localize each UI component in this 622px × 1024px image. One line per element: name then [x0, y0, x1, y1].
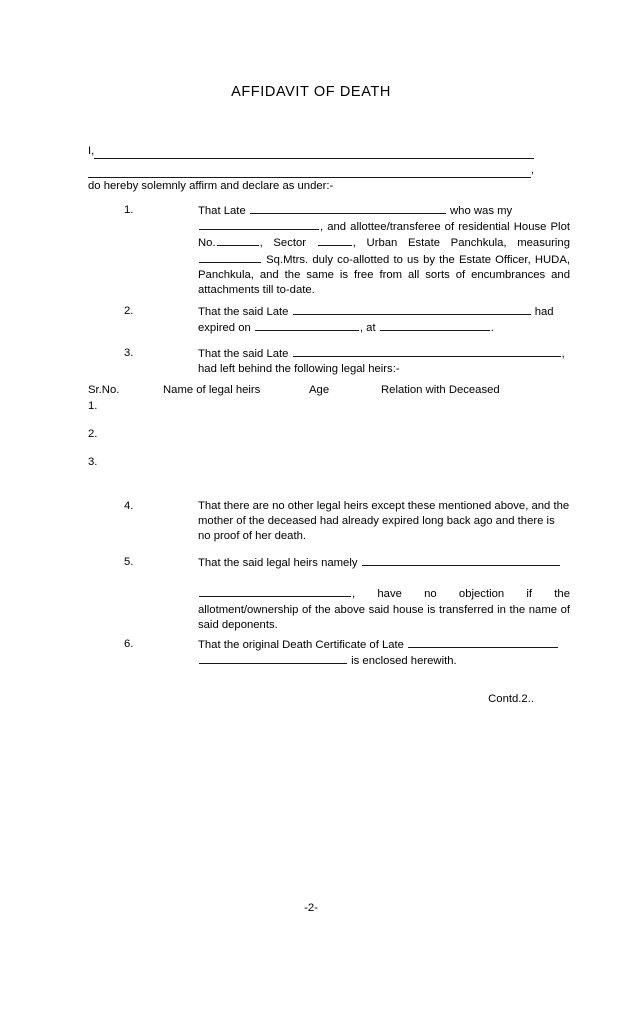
- clause-5-body: [198, 555, 570, 633]
- clause-2-seg2: had expired on: [198, 306, 554, 335]
- clause-2-seg3: , at: [359, 322, 379, 335]
- clause-1: [124, 203, 570, 298]
- clause-2-body: [198, 304, 570, 336]
- preamble-name-line-1: [88, 144, 534, 159]
- clause-4-number: 4.: [124, 500, 134, 512]
- legal-heirs-table: [88, 384, 534, 484]
- clause-1-blank-deceased-name[interactable]: [250, 203, 446, 214]
- clause-6-blank-certificate-name-2[interactable]: [199, 653, 347, 664]
- page-title: AFFIDAVIT OF DEATH: [231, 84, 391, 100]
- preamble-line2-trailing-comma: ,: [530, 163, 534, 176]
- table-row-sr-no: 2.: [88, 428, 98, 440]
- clause-3-body: [198, 346, 570, 377]
- clause-5-number: 5.: [124, 556, 134, 568]
- clause-1-seg5: , Urban Estate Panchkula, measuring: [352, 237, 570, 250]
- column-header-name: Name of legal heirs: [163, 384, 261, 396]
- clause-2: [124, 304, 554, 336]
- clause-3-seg2: , had left behind the following legal heirs:-: [198, 348, 565, 376]
- clause-2-number: 2.: [124, 305, 134, 317]
- clause-1-seg6: Sq.Mtrs. duly co-allotted to us by the Estate Officer, HUDA, Panchkula, and the same is free from all sorts of encumbrances and attachments till to-date.: [198, 253, 570, 296]
- clause-6-number: 6.: [124, 638, 134, 650]
- clause-2-blank-place[interactable]: [380, 320, 490, 331]
- table-row[interactable]: [88, 456, 534, 484]
- clause-3-seg1: That the said Late: [198, 348, 292, 360]
- clause-1-blank-sector[interactable]: [318, 235, 352, 246]
- clause-5-blank-heirs-1[interactable]: [362, 555, 560, 566]
- clause-4: [124, 499, 570, 545]
- clause-5-seg2: , have no objection if the allotment/ownership of the above said house is transferred in the name of said deponents.: [198, 588, 570, 631]
- preamble-declaration: do hereby solemnly affirm and declare as under:-: [88, 179, 334, 192]
- clause-1-seg1: That Late: [198, 205, 249, 217]
- clause-5: [124, 555, 570, 633]
- column-header-age: Age: [309, 384, 330, 396]
- clause-1-seg4: , Sector: [259, 237, 317, 250]
- preamble-blank-line-1[interactable]: [94, 147, 534, 159]
- clause-6-seg1: That the original Death Certificate of Late: [198, 639, 408, 651]
- clause-2-seg1: That the said Late: [198, 306, 292, 318]
- column-header-sr-no: Sr.No.: [88, 384, 120, 396]
- table-row-sr-no: 1.: [88, 400, 98, 412]
- preamble-name-line-2: [88, 163, 534, 178]
- table-row[interactable]: [88, 400, 534, 428]
- clause-3-number: 3.: [124, 347, 134, 359]
- clause-1-blank-relation[interactable]: [199, 219, 319, 230]
- preamble-block: [88, 144, 534, 194]
- clause-3-blank-deceased-name[interactable]: [293, 346, 561, 357]
- clause-2-blank-date[interactable]: [255, 320, 359, 331]
- clause-1-blank-plot-no[interactable]: [217, 235, 259, 246]
- clause-6-body: [198, 637, 570, 669]
- page-number: -2-: [304, 902, 318, 914]
- clause-2-blank-deceased-name[interactable]: [293, 304, 531, 315]
- clause-5-blank-heirs-2[interactable]: [199, 586, 351, 597]
- column-header-relation: Relation with Deceased: [381, 384, 500, 396]
- table-row[interactable]: [88, 428, 534, 456]
- clause-1-seg3: , and allottee/transferee of residential House Plot No.: [198, 221, 570, 250]
- clause-6: [124, 637, 534, 669]
- clause-5-seg1: That the said legal heirs namely: [198, 557, 361, 569]
- clause-1-body: [198, 203, 570, 298]
- continued-note: Contd.2..: [488, 693, 534, 705]
- preamble-blank-line-2[interactable]: [88, 166, 531, 178]
- clause-6-seg2: is enclosed herewith.: [348, 655, 457, 668]
- clause-1-seg2: who was my: [446, 205, 513, 217]
- clause-3: [124, 346, 565, 377]
- clause-4-body: That there are no other legal heirs except these mentioned above, and the mother of the deceased had already expired long back ago and there is no proof of her death.: [198, 500, 570, 543]
- clause-6-blank-certificate-name-1[interactable]: [408, 637, 558, 648]
- clause-2-seg4: .: [490, 322, 494, 335]
- legal-heirs-table-header: [88, 384, 534, 400]
- preamble-i-label: I,: [88, 145, 95, 157]
- clause-1-blank-area[interactable]: [199, 252, 261, 263]
- clause-1-number: 1.: [124, 204, 134, 216]
- table-row-sr-no: 3.: [88, 456, 98, 468]
